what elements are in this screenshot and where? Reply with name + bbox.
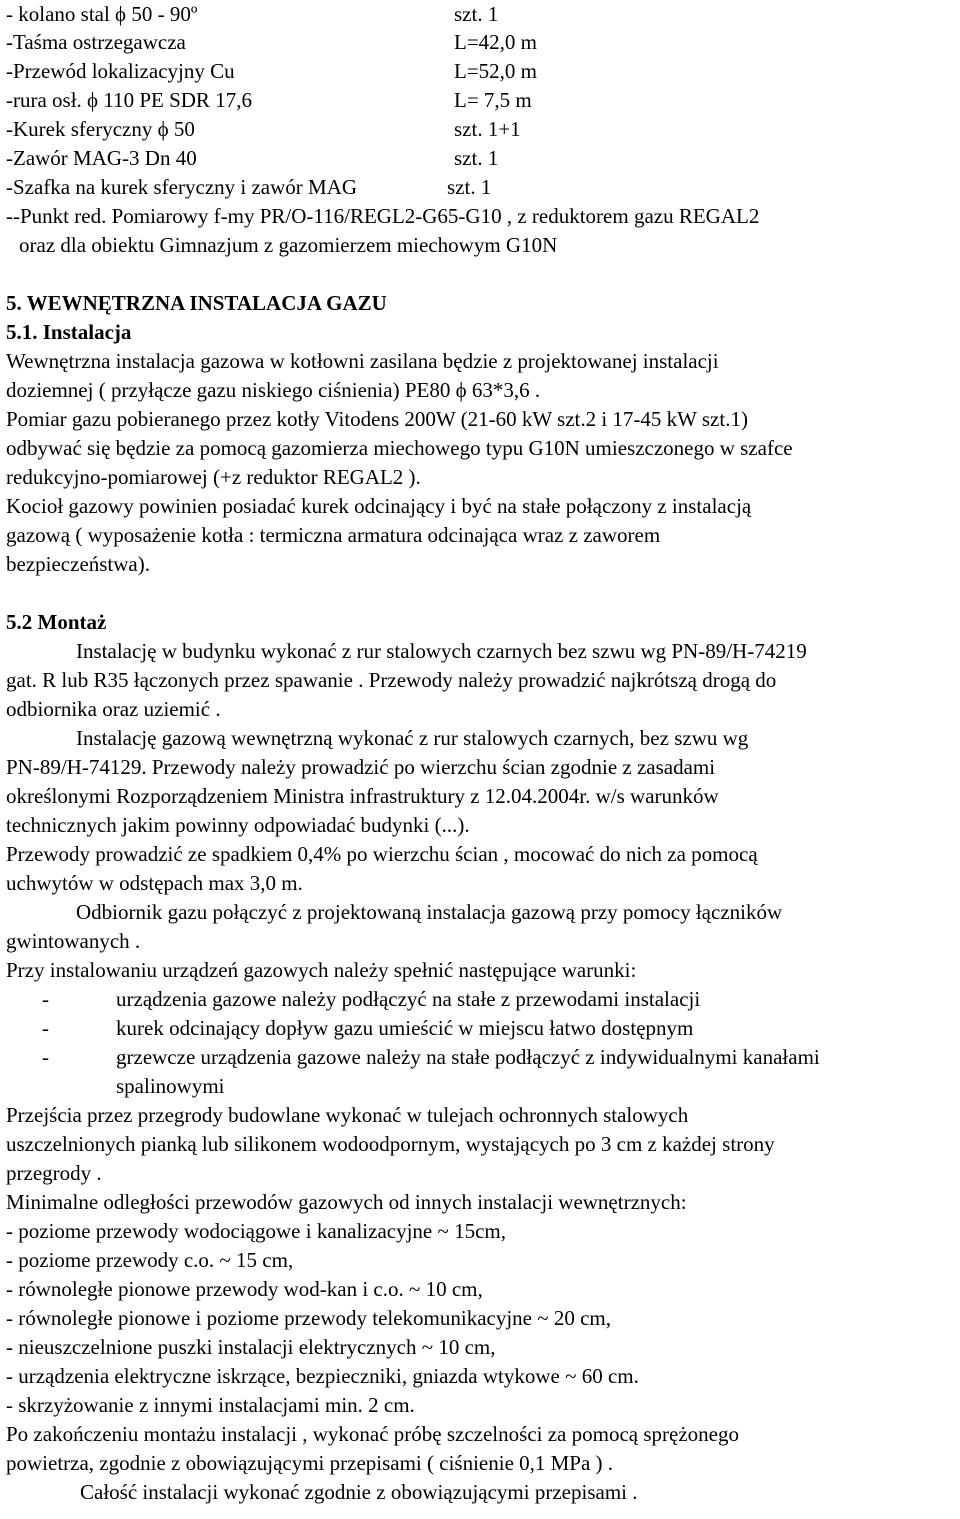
paragraph-line: Odbiornik gazu połączyć z projektowaną instalacja gazową przy pomocy łączników [76, 900, 783, 924]
paragraph-line: Przejścia przez przegrody budowlane wykonać w tulejach ochronnych stalowych [6, 1103, 689, 1127]
section-heading: 5. WEWNĘTRZNA INSTALACJA GAZU [6, 291, 387, 315]
bullet-item [42, 985, 960, 1014]
material-item [6, 144, 960, 173]
paragraph-line: redukcyjno-pomiarowej (+z reduktor REGAL2 ). [6, 465, 421, 489]
bullet-dash: - [42, 987, 49, 1011]
material-name: -Taśma ostrzegawcza [6, 30, 186, 54]
paragraph-line: doziemnej ( przyłącze gazu niskiego ciśnienia) PE80 ϕ 63*3,6 . [6, 378, 541, 402]
subsection-heading: 5.1. Instalacja [6, 320, 132, 344]
paragraph-line: PN-89/H-74129. Przewody należy prowadzić po wierzchu ścian zgodnie z zasadami [6, 755, 716, 779]
paragraph-line: Instalację w budynku wykonać z rur stalowych czarnych bez szwu wg PN-89/H-74219 [76, 639, 807, 663]
material-name: -Przewód lokalizacyjny Cu [6, 59, 235, 83]
bullet-dash: - [42, 1016, 49, 1040]
material-item [6, 28, 960, 57]
material-qty: szt. 1 [454, 2, 499, 26]
paragraph-line: Przy instalowaniu urządzeń gazowych należy spełnić następujące warunki: [6, 958, 637, 982]
material-qty: L=52,0 m [454, 59, 538, 83]
material-qty: szt. 1 [447, 175, 492, 199]
paragraph-line: uszczelnionych pianką lub silikonem wodoodpornym, wystających po 3 cm z każdej strony [6, 1132, 775, 1156]
paragraph-line: technicznych jakim powinny odpowiadać budynki (...). [6, 813, 470, 837]
paragraph-line: odbiornika oraz uziemić . [6, 697, 221, 721]
punkt-line: oraz dla obiektu Gimnazjum z gazomierzem miechowym G10N [19, 233, 558, 257]
paragraph-line: Instalację gazową wewnętrzną wykonać z rur stalowych czarnych, bez szwu wg [76, 726, 749, 750]
bullet-dash: - [42, 1045, 49, 1069]
paragraph-line: gat. R lub R35 łączonych przez spawanie . Przewody należy prowadzić najkrótszą drogą do [6, 668, 777, 692]
distance-item: - nieuszczelnione puszki instalacji elektrycznych ~ 10 cm, [6, 1335, 496, 1359]
bullet-item [42, 1014, 960, 1043]
material-item [6, 57, 960, 86]
distance-item: - poziome przewody wodociągowe i kanalizacyjne ~ 15cm, [6, 1219, 507, 1243]
bullet-item [42, 1043, 960, 1072]
paragraph-line: gwintowanych . [6, 929, 141, 953]
material-qty: szt. 1+1 [454, 117, 521, 141]
distance-item: - równoległe pionowe przewody wod-kan i c.o. ~ 10 cm, [6, 1277, 483, 1301]
paragraph-line: Wewnętrzna instalacja gazowa w kotłowni zasilana będzie z projektowanej instalacji [6, 349, 719, 373]
paragraph-line: bezpieczeństwa). [6, 552, 150, 576]
distance-item: - równoległe pionowe i poziome przewody telekomunikacyjne ~ 20 cm, [6, 1306, 612, 1330]
bullet-text: kurek odcinający dopływ gazu umieścić w miejscu łatwo dostępnym [116, 1016, 694, 1040]
distance-item: - poziome przewody c.o. ~ 15 cm, [6, 1248, 294, 1272]
paragraph-line: określonymi Rozporządzeniem Ministra infrastruktury z 12.04.2004r. w/s warunków [6, 784, 719, 808]
material-item [6, 115, 960, 144]
bullet-text: urządzenia gazowe należy podłączyć na stałe z przewodami instalacji [116, 987, 701, 1011]
material-name: -Szafka na kurek sferyczny i zawór MAG [6, 175, 358, 199]
paragraph-line: przegrody . [6, 1161, 102, 1185]
material-name: -rura osł. ϕ 110 PE SDR 17,6 [6, 88, 252, 112]
paragraph-line: gazową ( wyposażenie kotła : termiczna armatura odcinająca wraz z zaworem [6, 523, 661, 547]
material-qty: szt. 1 [454, 146, 499, 170]
paragraph-line: uchwytów w odstępach max 3,0 m. [6, 871, 303, 895]
material-name: -Zawór MAG-3 Dn 40 [6, 146, 197, 170]
material-item [6, 86, 960, 115]
distance-item: - skrzyżowanie z innymi instalacjami min. 2 cm. [6, 1393, 415, 1417]
paragraph-line: Po zakończeniu montażu instalacji , wykonać próbę szczelności za pomocą sprężonego [6, 1422, 739, 1446]
paragraph-line: Minimalne odległości przewodów gazowych od innych instalacji wewnętrznych: [6, 1190, 687, 1214]
material-qty: L=42,0 m [454, 30, 538, 54]
distance-item: - urządzenia elektryczne iskrzące, bezpieczniki, gniazda wtykowe ~ 60 cm. [6, 1364, 639, 1388]
material-name: -Kurek sferyczny ϕ 50 [6, 117, 195, 141]
material-item [6, 0, 960, 29]
paragraph-line: Kocioł gazowy powinien posiadać kurek odcinający i być na stałe połączony z instalacją [6, 494, 752, 518]
punkt-line: --Punkt red. Pomiarowy f-my PR/O-116/REGL2-G65-G10 , z reduktorem gazu REGAL2 [6, 204, 760, 228]
bullet-text: grzewcze urządzenia gazowe należy na stałe podłączyć z indywidualnymi kanałami [116, 1045, 820, 1069]
paragraph-line: Całość instalacji wykonać zgodnie z obowiązującymi przepisami . [80, 1480, 638, 1504]
bullet-continuation: spalinowymi [116, 1074, 225, 1098]
paragraph-line: odbywać się będzie za pomocą gazomierza miechowego typu G10N umieszczonego w szafce [6, 436, 793, 460]
subsection-heading: 5.2 Montaż [6, 610, 107, 634]
paragraph-line: Pomiar gazu pobieranego przez kotły Vitodens 200W (21-60 kW szt.2 i 17-45 kW szt.1) [6, 407, 748, 431]
material-qty: L= 7,5 m [454, 88, 532, 112]
material-name: - kolano stal ϕ 50 - 90º [6, 2, 198, 26]
paragraph-line: powietrza, zgodnie z obowiązującymi przepisami ( ciśnienie 0,1 MPa ) . [6, 1451, 614, 1475]
paragraph-line: Przewody prowadzić ze spadkiem 0,4% po wierzchu ścian , mocować do nich za pomocą [6, 842, 758, 866]
material-item [6, 173, 960, 202]
